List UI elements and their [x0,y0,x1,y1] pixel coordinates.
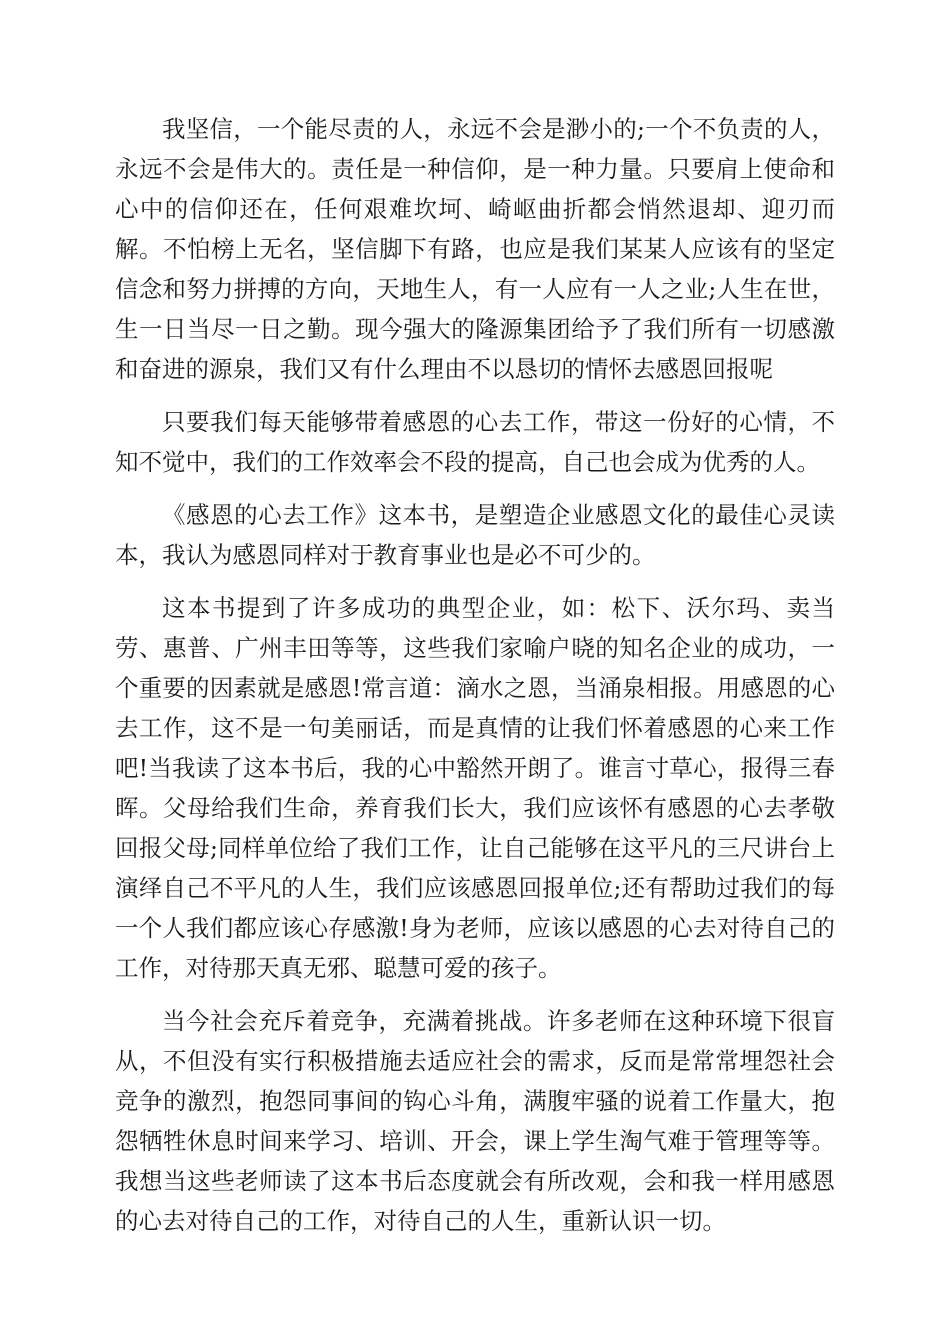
paragraph-successful-enterprises: 这本书提到了许多成功的典型企业，如：松下、沃尔玛、卖当劳、惠普、广州丰田等等，这些我们家喻户晓的知名企业的成功，一个重要的因素就是感恩!常言道：滴水之恩，当涌泉相报。用感恩的心去工作，这不是一句美丽话，而是真情的让我们怀着感恩的心来工作吧!当我读了这本书后，我的心中豁然开朗了。谁言寸草心，报得三春晖。父母给我们生命，养育我们长大，我们应该怀有感恩的心去孝敬回报父母;同样单位给了我们工作，让自己能够在这平凡的三尺讲台上演绎自己不平凡的人生，我们应该感恩回报单位;还有帮助过我们的每一个人我们都应该心存感激!身为老师，应该以感恩的心去对待自己的工作，对待那天真无邪、聪慧可爱的孩子。 [115,594,835,982]
paragraph-responsibility: 我坚信，一个能尽责的人，永远不会是渺小的;一个不负责的人，永远不会是伟大的。责任是一种信仰，是一种力量。只要肩上使命和心中的信仰还在，任何艰难坎坷、崎岖曲折都会悄然退却、迎刃而解。不怕榜上无名，坚信脚下有路，也应是我们某某人应该有的坚定信念和努力拼搏的方向，天地生人，有一人应有一人之业;人生在世，生一日当尽一日之勤。现今强大的隆源集团给予了我们所有一切感激和奋进的源泉，我们又有什么理由不以恳切的情怀去感恩回报呢 [115,115,835,383]
paragraph-gratitude-work: 只要我们每天能够带着感恩的心去工作，带这一份好的心情，不知不觉中，我们的工作效率会不段的提高，自己也会成为优秀的人。 [115,408,835,476]
paragraph-competition: 当今社会充斥着竞争，充满着挑战。许多老师在这种环境下很盲从，不但没有实行积极措施去适应社会的需求，反而是常常埋怨社会竞争的激烈，抱怨同事间的钩心斗角，满腹牢骚的说着工作量大，抱怨牺牲休息时间来学习、培训、开会，课上学生淘气难于管理等等。我想当这些老师读了这本书后态度就会有所改观，会和我一样用感恩的心去对待自己的工作，对待自己的人生，重新认识一切。 [115,1007,835,1235]
document-body [115,109,835,1254]
paragraph-book-intro: 《感恩的心去工作》这本书，是塑造企业感恩文化的最佳心灵读本，我认为感恩同样对于教育事业也是必不可少的。 [115,501,835,569]
